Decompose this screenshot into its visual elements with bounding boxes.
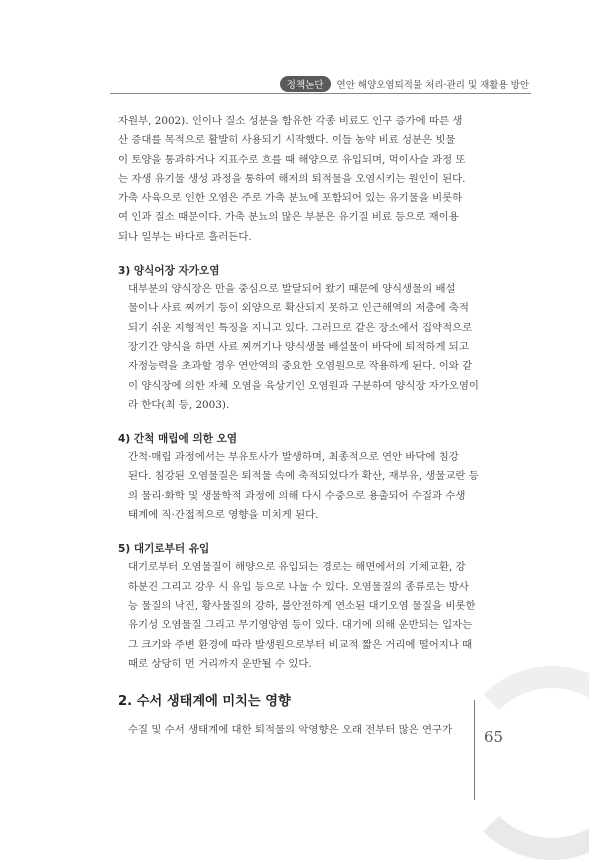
text-line: 수질 및 수서 생태계에 대한 퇴적물의 악영향은 오래 전부터 많은 연구가: [128, 724, 453, 737]
text-line: 간척·매립 과정에서는 부유토사가 발생하며, 최종적으로 연안 바닥에 침강: [128, 451, 459, 464]
decorative-swoosh: [455, 666, 589, 860]
section-5-heading: 5) 대기로부터 유입: [118, 543, 210, 556]
section-badge: 정책논단: [280, 76, 331, 92]
running-title: 연안 해양오염퇴적물 처리·관리 및 재활용 방안: [336, 80, 529, 91]
text-line: 의 물리·화학 및 생물학적 과정에 의해 다시 수중으로 용출되어 수질과 수생: [128, 489, 466, 502]
chapter-2-paragraph: [118, 721, 474, 740]
text-line: 된다. 침강된 오염물질은 퇴적물 속에 축적되었다가 확산, 재부유, 생물교란 등: [128, 470, 479, 483]
text-line: 여 인과 질소 때문이다. 가축 분뇨의 많은 부분은 유기질 비료 등으로 재이용: [118, 211, 459, 224]
text-line: 는 자생 유기물 생성 과정을 통하여 해저의 퇴적물을 오염시키는 원인이 된다.: [118, 172, 466, 185]
text-line: 자원부, 2002). 인이나 질소 성분을 함유한 각종 비료도 인구 증가에 따른 생: [118, 115, 463, 127]
page-number: 65: [484, 728, 504, 746]
text-line: 유기성 오염물질 그리고 무기영양염 등이 있다. 대기에 의해 운반되는 입자는: [128, 619, 473, 632]
text-line: 라 한다(최 등, 2003).: [128, 398, 230, 411]
text-line: 대기로부터 오염물질이 해양으로 유입되는 경로는 해면에서의 기체교환, 강: [128, 561, 466, 574]
section-3-paragraph: [118, 280, 479, 415]
text-line: 가축 사육으로 인한 오염은 주로 가축 분뇨에 포함되어 있는 유기물을 비롯하: [118, 192, 463, 205]
text-line: 장기간 양식을 하면 사료 찌꺼기나 양식생물 배설물이 바닥에 퇴적하게 되고: [128, 340, 469, 353]
text-line: 되나 일부는 바다로 흘러든다.: [118, 230, 252, 243]
text-line: 되기 쉬운 지형적인 특징을 지니고 있다. 그러므로 같은 장소에서 집약적으로: [128, 321, 473, 334]
text-line: 물이나 사료 찌꺼기 등이 외양으로 확산되지 못하고 인근해역의 저층에 축적: [128, 302, 469, 315]
text-line: 이 양식장에 의한 자체 오염을 육상기인 오염원과 구분하여 양식장 자가오염이: [128, 379, 479, 392]
text-line: 능 물질의 낙진, 황사물질의 강하, 불안전하게 연소된 대기오염 물질을 비롯한: [128, 599, 476, 612]
header-divider: [110, 93, 531, 94]
section-4-heading: 4) 간척 매립에 의한 오염: [118, 433, 238, 446]
intro-paragraph: [118, 112, 474, 247]
text-line: 이 토양을 통과하거나 지표수로 흐를 때 해양으로 유입되며, 먹이사슬 과정 또: [118, 153, 466, 166]
text-line: 때로 상당히 먼 거리까지 운반될 수 있다.: [128, 657, 312, 670]
text-line: 태계에 직·간접적으로 영향을 미치게 된다.: [128, 509, 319, 522]
section-4-paragraph: [118, 448, 479, 525]
text-line: 자정능력을 초과할 경우 연안역의 중요한 오염원으로 작용하게 된다. 이와 같: [128, 360, 473, 373]
section-3-heading: 3) 양식어장 자가오염: [118, 265, 220, 278]
text-line: 산 증대를 목적으로 활발히 사용되기 시작했다. 이들 농약 비료 성분은 빗물: [118, 134, 456, 147]
text-line: 하분진 그리고 강우 시 유입 등으로 나눌 수 있다. 오염물질의 종류로는 방사: [128, 580, 469, 593]
page-body: [118, 112, 479, 740]
running-header: [280, 76, 529, 92]
chapter-2-heading: 2. 수서 생태계에 미치는 영향: [118, 694, 291, 710]
text-line: 대부분의 양식장은 만을 중심으로 발달되어 왔기 때문에 양식생물의 배설: [128, 283, 456, 296]
text-line: 그 크기와 주변 환경에 따라 발생원으로부터 비교적 짧은 거리에 떨어지나 때: [128, 638, 473, 651]
section-5-paragraph: [118, 558, 474, 674]
